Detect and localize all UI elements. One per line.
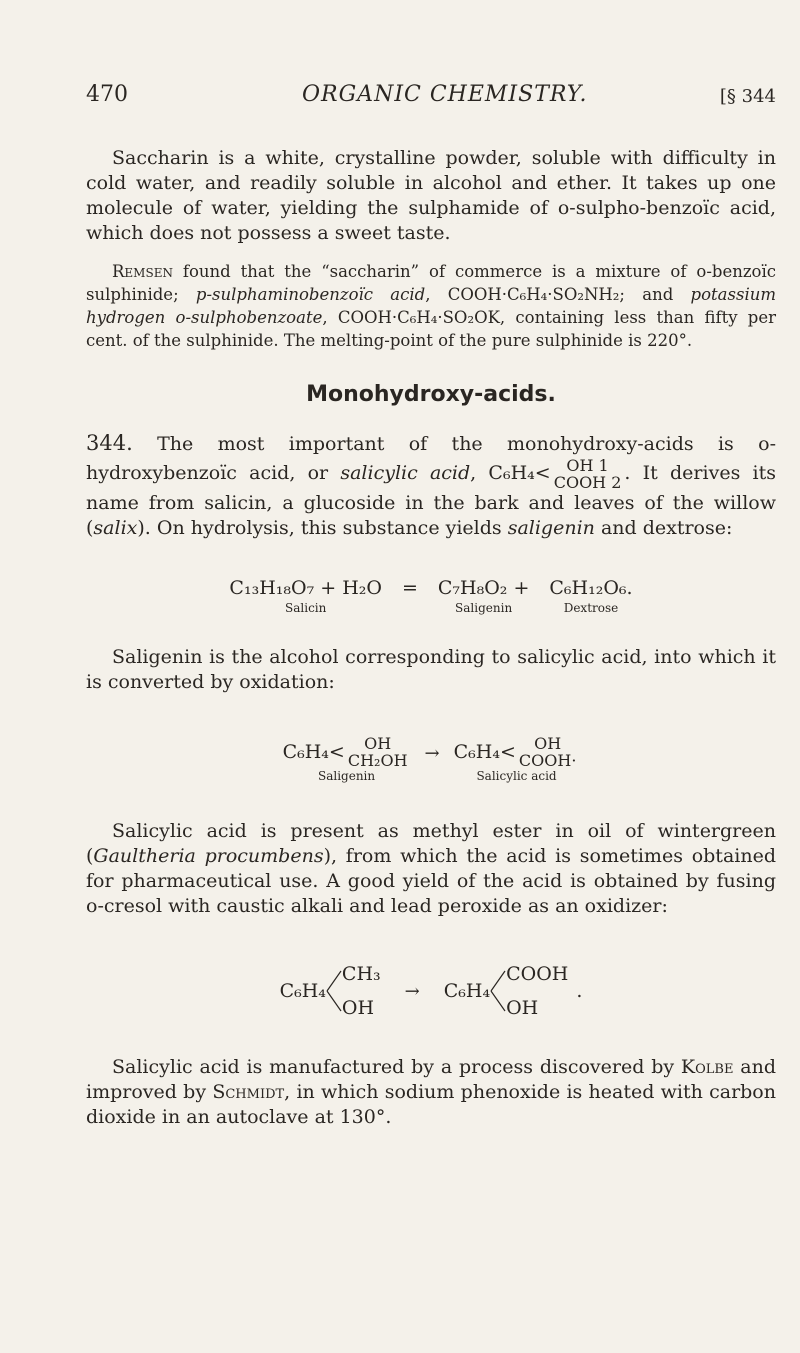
term-saligenin: saligenin bbox=[507, 517, 595, 539]
equation-oxidation: C₆H₄< OH CH₂OH Saligenin → C₆H₄< OH COOH· Salicylic acid bbox=[282, 734, 577, 783]
author-schmidt: Schmidt bbox=[212, 1081, 285, 1103]
paragraph-kolbe: Salicylic acid is manufactured by a process discovered by Kolbe and improved by Schmidt, in which sodium phenoxide is heated with carbon dioxide in an autoclave at 130°. bbox=[86, 1056, 776, 1128]
equation-hydrolysis bbox=[86, 577, 776, 615]
caption-dextrose: Dextrose bbox=[563, 601, 619, 615]
paragraph-wintergreen: Salicylic acid is present as methyl ester in oil of wintergreen (Gaultheria procumbens), from which the acid is sometimes obtained for pharmaceutical use. A good yield of the acid is obtained by fusing o-cresol with caustic alkali and lead peroxide as an oxidizer: bbox=[86, 820, 776, 917]
term-salicylic-acid: salicylic acid bbox=[340, 462, 471, 484]
bond-lines-icon bbox=[490, 961, 506, 1021]
term-salix: salix bbox=[93, 517, 138, 539]
inline-formula-fraction: OH 1 COOH 2 bbox=[553, 456, 622, 492]
caption-salicylic-acid: Salicylic acid bbox=[476, 769, 557, 783]
formula-saligenin: C₇H₈O₂ + bbox=[437, 577, 530, 599]
section-heading: Monohydroxy-acids. bbox=[306, 382, 556, 407]
term-potassium-salt: potassium hydrogen o-sulphobenzoate bbox=[86, 285, 776, 327]
term-gaultheria: Gaultheria procumbens bbox=[93, 845, 324, 867]
reaction-arrow-icon: → bbox=[424, 743, 440, 764]
caption-saligenin: Saligenin bbox=[455, 601, 513, 615]
page bbox=[86, 82, 776, 1130]
reaction-arrow-icon: → bbox=[404, 980, 420, 1002]
formula-dextrose: C₆H₁₂O₆. bbox=[549, 577, 633, 599]
bond-lines-icon bbox=[326, 961, 342, 1021]
caption-salicin: Salicin bbox=[285, 601, 327, 615]
author-name: Remsen bbox=[112, 262, 173, 281]
equals-sign: = bbox=[401, 577, 418, 599]
caption-saligenin-2: Saligenin bbox=[317, 769, 376, 783]
structure-salicylic-acid: C₆H₄ COOH OH . bbox=[443, 963, 583, 1019]
structure-cresol: C₆H₄ CH₃ OH bbox=[279, 963, 381, 1019]
paragraph-saccharin: Saccharin is a white, crystalline powder, soluble with difficulty in cold water, and readily soluble in alcohol and ether. It takes up one molecule of water, yielding the sulphamide of o-sulpho-benzoïc acid, which does not possess a sweet taste. bbox=[86, 147, 776, 244]
section-number: 344. bbox=[86, 431, 133, 455]
paragraph-344: 344. The most important of the monohydroxy-acids is o-hydroxybenzoïc acid, or salicylic acid, C₆H₄< OH 1 COOH 2 . It derives its name from salicin, a glucoside in the bark and leaves of the willow (salix). On hydrolysis, this substance yields saligenin and dextrose: bbox=[86, 431, 776, 539]
term-sulphaminobenzoic: p-sulphaminobenzoïc acid bbox=[195, 285, 426, 304]
page-header bbox=[86, 82, 776, 116]
equation-cresol-oxidation bbox=[86, 957, 776, 1025]
page-number: 470 bbox=[86, 82, 128, 107]
paragraph-remsen: Remsen found that the “saccharin” of commerce is a mixture of o-benzoïc sulphinide; p-sulphaminobenzoïc acid, COOH·C₆H₄·SO₂NH₂; and potassium hydrogen o-sulphobenzoate, COOH·C₆H₄·SO₂OK, containing less than fifty per cent. of the sulphinide. The melting-point of the pure sulphinide is 220°. bbox=[86, 262, 776, 350]
paragraph-saligenin: Saligenin is the alcohol corresponding to salicylic acid, into which it is converted by oxidation: bbox=[86, 646, 776, 693]
running-title: ORGANIC CHEMISTRY. bbox=[302, 82, 588, 107]
formula-salicin: C₁₃H₁₈O₇ + H₂O bbox=[229, 577, 382, 599]
author-kolbe: Kolbe bbox=[680, 1056, 734, 1078]
section-marker: [§ 344 bbox=[719, 86, 776, 107]
